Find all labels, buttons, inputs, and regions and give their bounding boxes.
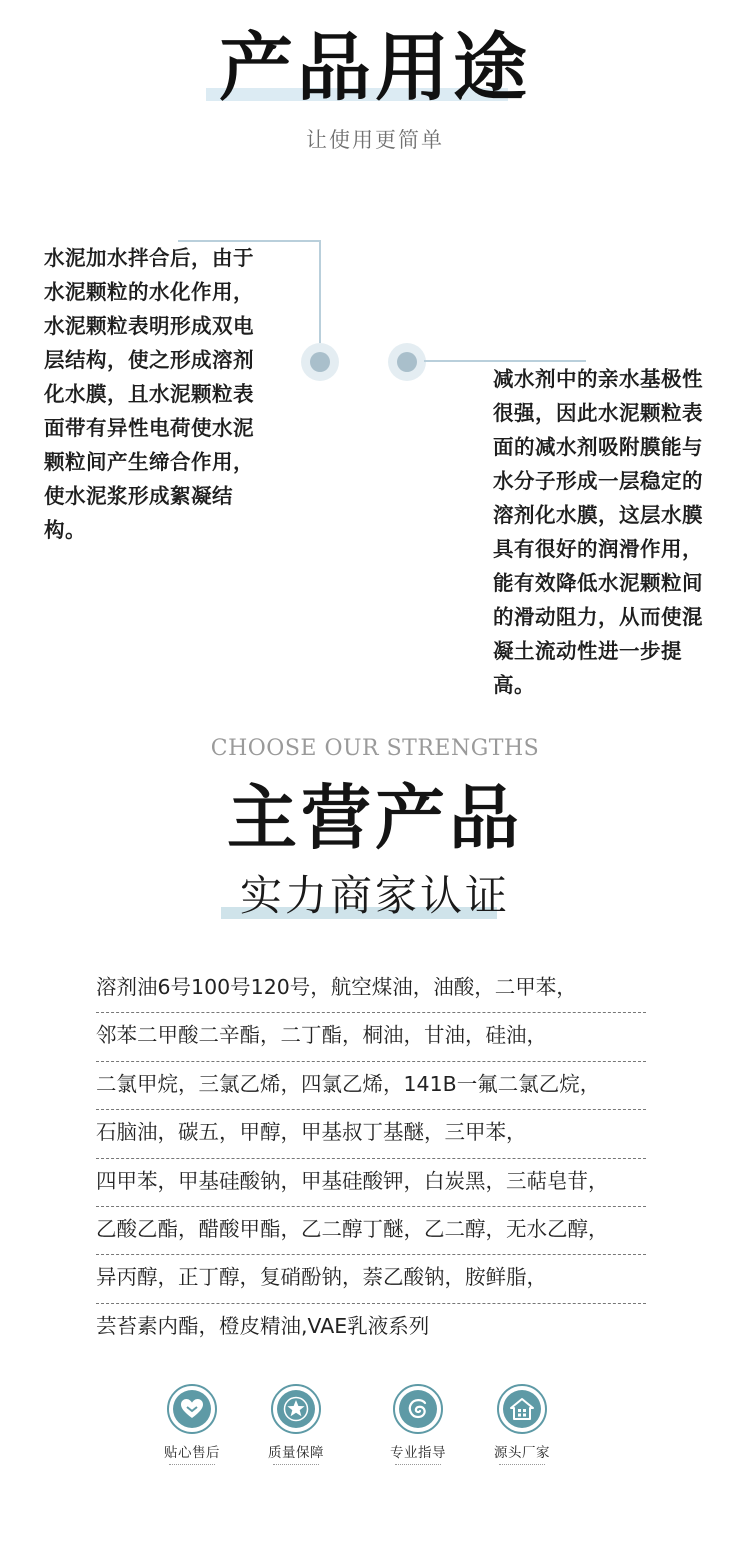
star-icon — [283, 1396, 309, 1422]
connector-dot-right — [388, 343, 426, 381]
connector-left-vertical — [319, 240, 321, 343]
certification-title: 实力商家认证 — [239, 871, 510, 920]
usage-right-text: 减水剂中的亲水基极性很强，因此水泥颗粒表面的减水剂吸附膜能与水分子形成一层稳定的溶剂化水膜，这层水膜具有很好的润滑作用，能有效降低水泥颗粒间的滑动阻力，从而使混凝土流动性进一步提高。 — [493, 367, 703, 697]
badge-label: 源头厂家 — [494, 1445, 550, 1461]
house-icon — [509, 1397, 535, 1421]
section-english-subtitle: CHOOSE OUR STRENGTHS — [210, 736, 540, 761]
section-title: 主营产品 — [227, 777, 523, 859]
product-row: 四甲苯，甲基硅酸钠，甲基硅酸钾，白炭黑，三萜皂苷， — [96, 1159, 646, 1207]
product-row: 异丙醇，正丁醇，复硝酚钠，萘乙酸钠，胺鲜脂， — [96, 1255, 646, 1303]
badge-after-sales — [144, 1384, 240, 1467]
usage-left-text: 水泥加水拌合后，由于水泥颗粒的水化作用，水泥颗粒表明形成双电层结构，使之形成溶剂化水膜，且水泥颗粒表面带有异性电荷使水泥颗粒间产生缔合作用，使水泥浆形成絮凝结构。 — [44, 246, 254, 542]
connector-dot-left — [301, 343, 339, 381]
product-row: 乙酸乙酯，醋酸甲酯，乙二醇丁醚，乙二醇，无水乙醇， — [96, 1207, 646, 1255]
badge-label: 质量保障 — [268, 1445, 324, 1461]
badge-label: 贴心售后 — [164, 1445, 220, 1461]
connector-left-horizontal — [178, 240, 320, 242]
product-row: 二氯甲烷，三氯乙烯，四氯乙烯，141B一氟二氯乙烷， — [96, 1062, 646, 1110]
product-row: 溶剂油6号100号120号，航空煤油，油酸，二甲苯， — [96, 965, 646, 1013]
badge-quality — [248, 1384, 344, 1467]
product-row: 邻苯二甲酸二辛酯，二丁酯，桐油，甘油，硅油， — [96, 1013, 646, 1061]
product-list — [96, 965, 646, 1352]
badge-factory — [474, 1384, 570, 1467]
product-row: 芸苔素内酯，橙皮精油,VAE乳液系列 — [96, 1313, 430, 1338]
product-row: 石脑油，碳五，甲醇，甲基叔丁基醚，三甲苯， — [96, 1110, 646, 1158]
badge-guidance — [370, 1384, 466, 1467]
page-title: 产品用途 — [219, 25, 531, 111]
page-subtitle: 让使用更简单 — [306, 128, 444, 152]
badge-label: 专业指导 — [390, 1445, 446, 1461]
heart-icon — [180, 1398, 204, 1420]
swirl-icon — [405, 1396, 431, 1422]
